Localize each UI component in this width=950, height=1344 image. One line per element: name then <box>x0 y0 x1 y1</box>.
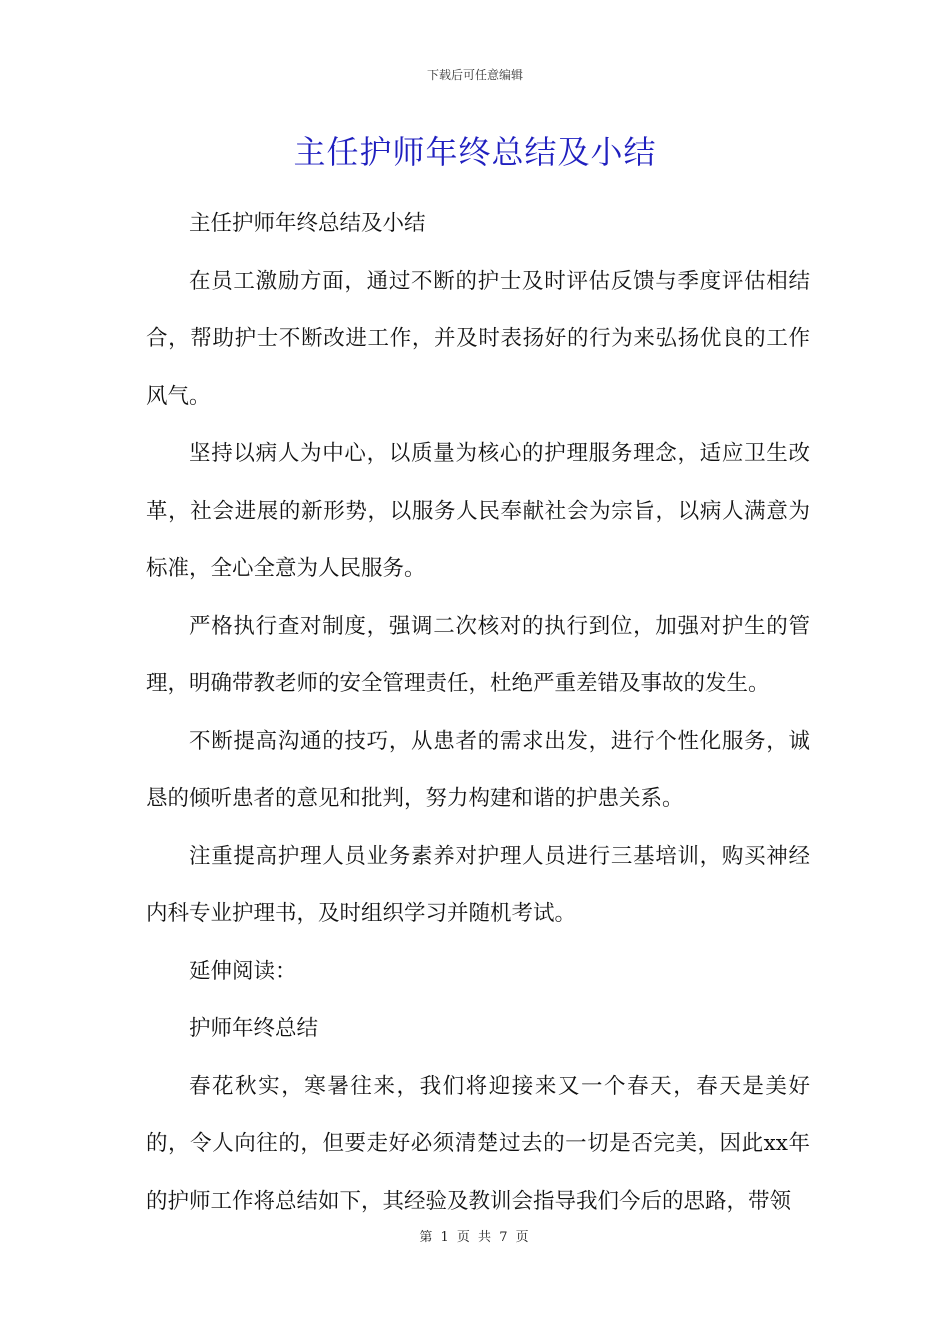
paragraph-extended-reading: 延伸阅读： <box>189 958 297 984</box>
paragraph-training: 注重提高护理人员业务素养对护理人员进行三基培训，购买神经内科专业护理书，及时组织学习并随机考试。 <box>146 843 810 926</box>
paragraph-patient-centered: 坚持以病人为中心，以质量为核心的护理服务理念，适应卫生改革，社会进展的新形势，以服务人民奉献社会为宗旨，以病人满意为标准，全心全意为人民服务。 <box>146 441 810 581</box>
page-footer: 第 1 页 共 7 页 <box>419 1230 531 1245</box>
document-body <box>146 195 810 1230</box>
document-title: 主任护师年终总结及小结 <box>293 133 657 171</box>
paragraph-checking-system: 严格执行查对制度，强调二次核对的执行到位，加强对护生的管理，明确带教老师的安全管理责任，杜绝严重差错及事故的发生。 <box>146 613 810 696</box>
paragraph-summary-intro: 春花秋实，寒暑往来，我们将迎接来又一个春天，春天是美好的，令人向往的，但要走好必须清楚过去的一切是否完美，因此xx年的护师工作将总结如下，其经验及教训会指导我们今后的思路，带领 <box>146 1073 810 1214</box>
header-note: 下载后可任意编辑 <box>426 68 523 82</box>
paragraph-incentive: 在员工激励方面，通过不断的护士及时评估反馈与季度评估相结合，帮助护士不断改进工作，并及时表扬好的行为来弘扬优良的工作风气。 <box>146 268 810 409</box>
paragraph-subtitle: 主任护师年终总结及小结 <box>189 211 426 236</box>
paragraph-section-heading: 护师年终总结 <box>189 1016 319 1041</box>
paragraph-communication: 不断提高沟通的技巧，从患者的需求出发，进行个性化服务，诚恳的倾听患者的意见和批判，努力构建和谐的护患关系。 <box>146 728 810 811</box>
